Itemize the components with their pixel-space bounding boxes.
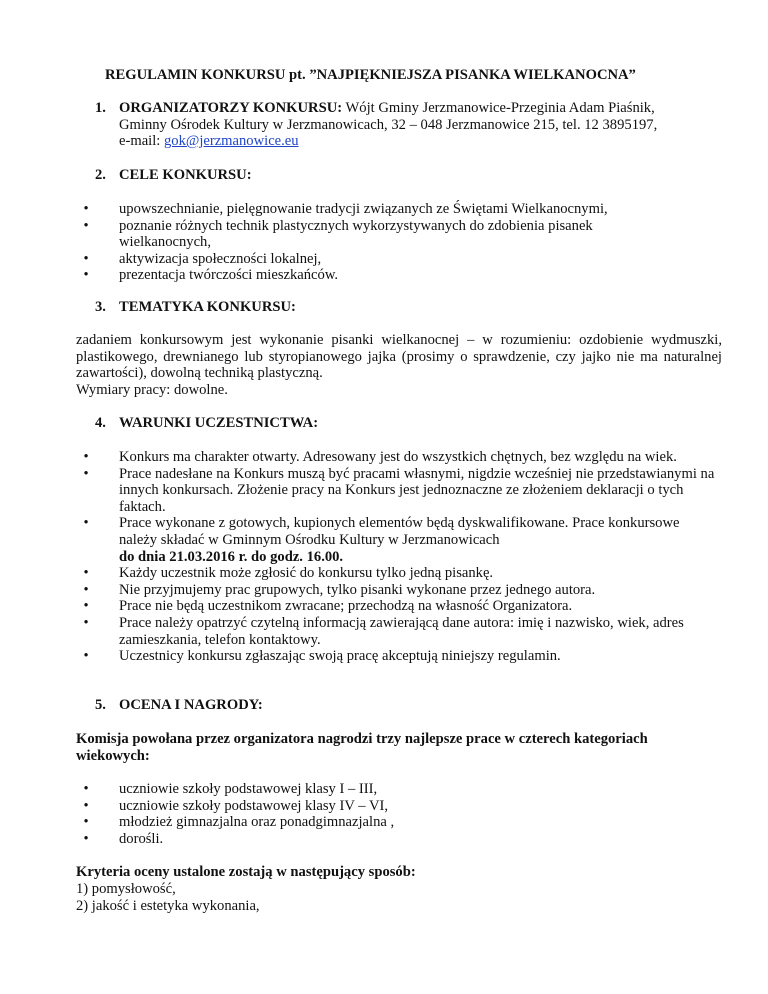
bullet-icon: •: [83, 581, 89, 598]
bullet-icon: •: [83, 814, 89, 831]
section-5-heading: OCENA I NAGRODY:: [119, 697, 263, 713]
bullet-icon: •: [83, 797, 89, 814]
bullet-icon: •: [83, 515, 89, 532]
section-1-heading: ORGANIZATORZY KONKURSU:: [119, 100, 343, 116]
section-4-list: [76, 449, 726, 665]
bullet-icon: •: [83, 565, 89, 582]
bullet-icon: •: [83, 648, 89, 665]
list-item: • Każdy uczestnik może zgłosić do konkursu tylko jedną pisankę.: [76, 565, 726, 582]
list-item: • Uczestnicy konkursu zgłaszając swoją pracę akceptują niniejszy regulamin.: [76, 648, 726, 665]
list-item: • Prace nie będą uczestnikom zwracane; przechodzą na własność Organizatora.: [76, 598, 726, 615]
bullet-icon: •: [83, 449, 89, 465]
bullet-icon: •: [83, 465, 89, 482]
bullet-icon: •: [83, 598, 89, 615]
bullet-icon: •: [83, 250, 89, 267]
section-3-number: 3.: [95, 299, 106, 315]
bullet-icon: •: [83, 614, 89, 631]
list-item: • Konkurs ma charakter otwarty. Adresowany jest do wszystkich chętnych, bez względu na wiek.: [76, 449, 726, 466]
list-item: • uczniowie szkoły podstawowej klasy I – III,: [76, 781, 726, 798]
section-4-number: 4.: [95, 415, 106, 431]
section-2-list: [76, 201, 726, 284]
list-item: • prezentacja twórczości mieszkańców.: [76, 267, 726, 284]
section-3-heading: TEMATYKA KONKURSU:: [119, 299, 296, 315]
list-item: • Prace należy opatrzyć czytelną informacją zawierającą dane autora: imię i nazwisko, wiek, adres zamieszkania, telefon kontaktowy.: [76, 615, 726, 648]
section-1-email-label: e-mail:: [119, 133, 164, 150]
list-item: • poznanie różnych technik plastycznych wykorzystywanych do zdobienia pisanek wielkanocnych,: [76, 218, 726, 251]
section-1-body: [119, 100, 724, 150]
section-1-text-line1: Wójt Gminy Jerzmanowice-Przeginia Adam Piaśnik,: [342, 100, 655, 116]
bullet-icon: •: [83, 830, 89, 847]
list-item: • Prace nadesłane na Konkurs muszą być pracami własnymi, nigdzie wcześniej nie przedstawianymi na innych konkursach. Złożenie pracy na Konkurs jest jednoznaczne ze złożeniem deklaracji o tych faktach.: [76, 466, 726, 516]
criteria-item: 2) jakość i estetyka wykonania,: [76, 898, 260, 914]
section-2-number: 2.: [95, 167, 106, 183]
list-item: • Nie przyjmujemy prac grupowych, tylko pisanki wykonane przez jednego autora.: [76, 582, 726, 599]
section-1-number: 1.: [95, 100, 106, 116]
list-item: • uczniowie szkoły podstawowej klasy IV – VI,: [76, 798, 726, 815]
section-3-dimensions: Wymiary pracy: dowolne.: [76, 382, 228, 398]
document-title: REGULAMIN KONKURSU pt. ”NAJPIĘKNIEJSZA PISANKA WIELKANOCNA”: [105, 67, 636, 83]
bullet-icon: •: [83, 201, 89, 217]
section-2-heading: CELE KONKURSU:: [119, 167, 252, 183]
criteria-item: 1) pomysłowość,: [76, 881, 176, 897]
section-4-heading: WARUNKI UCZESTNICTWA:: [119, 415, 319, 431]
bullet-icon: •: [83, 267, 89, 284]
list-item: • aktywizacja społeczności lokalnej,: [76, 251, 726, 268]
list-item: • upowszechnianie, pielęgnowanie tradycji związanych ze Świętami Wielkanocnymi,: [76, 201, 726, 218]
list-item: • dorośli.: [76, 831, 726, 848]
bullet-icon: •: [83, 781, 89, 797]
section-3-paragraph: zadaniem konkursowym jest wykonanie pisanki wielkanocnej – w rozumieniu: ozdobienie wydmuszki, plastikowego, drewnianego lub styropianowego jajka (prosimy o sprawdzenie, czy jajko nie ma naturalnej zawartości), dowolną techniką plastyczną.: [76, 332, 722, 382]
section-1-text-line2: Gminny Ośrodek Kultury w Jerzmanowicach, 32 – 048 Jerzmanowice 215, tel. 12 3895197,: [119, 116, 658, 133]
section-5-number: 5.: [95, 697, 106, 713]
list-item: • Prace wykonane z gotowych, kupionych elementów będą dyskwalifikowane. Prace konkursowe należy składać w Gminnym Ośrodku Kultury w Jerzmanowicach do dnia 21.03.2016 r. do godz. 16.00.: [76, 515, 726, 565]
section-5-list: [76, 781, 726, 847]
deadline: do dnia 21.03.2016 r. do godz. 16.00.: [119, 548, 344, 565]
criteria-heading: Kryteria oceny ustalone zostają w następujący sposób:: [76, 864, 416, 880]
list-item: • młodzież gimnazjalna oraz ponadgimnazjalna ,: [76, 814, 726, 831]
email-link[interactable]: gok@jerzmanowice.eu: [163, 133, 299, 150]
section-5-intro: Komisja powołana przez organizatora nagrodzi trzy najlepsze prace w czterech kategoriach wiekowych:: [76, 731, 648, 764]
bullet-icon: •: [83, 217, 89, 234]
